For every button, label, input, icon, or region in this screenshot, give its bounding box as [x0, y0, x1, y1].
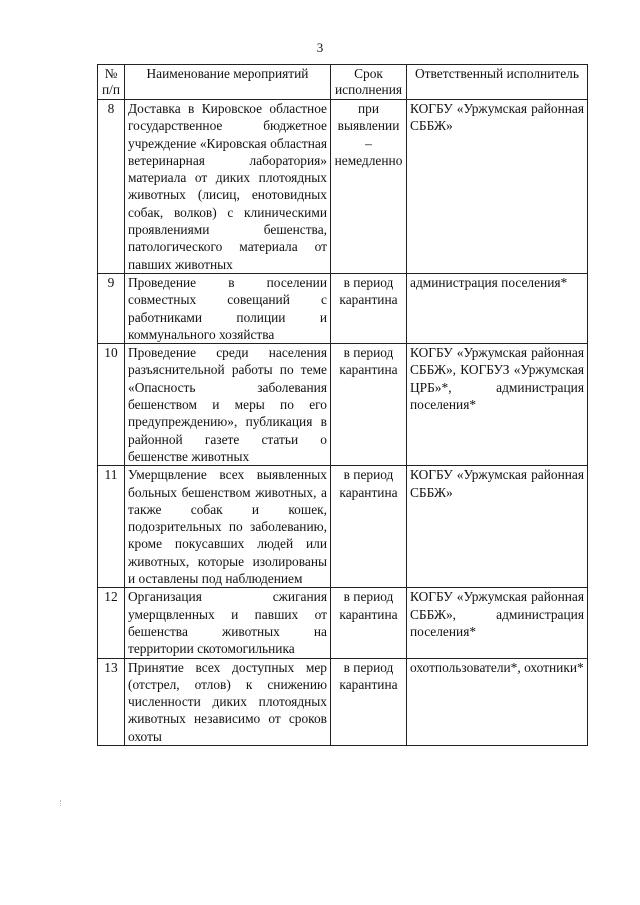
row-number: 11 [98, 466, 125, 588]
row-number: 12 [98, 588, 125, 658]
page-number: 3 [316, 40, 324, 55]
table-header [98, 65, 588, 100]
measure-name: Организация сжигания умерщвленных и павших от бешенства животных на территории скотомогильника [125, 588, 331, 658]
measure-responsible: КОГБУ «Уржумская районная СББЖ» [407, 466, 588, 588]
row-number: 8 [98, 100, 125, 274]
measure-name: Принятие всех доступных мер (отстрел, отлов) к снижению численности диких плотоядных животных независимо от сроков охоты [125, 658, 331, 745]
scan-mark [60, 800, 63, 806]
measure-responsible: КОГБУ «Уржумская районная СББЖ», администрация поселения* [407, 588, 588, 658]
table-row [98, 588, 588, 658]
header-term: Срок исполнения [331, 65, 407, 100]
table-row [98, 100, 588, 274]
measure-responsible: КОГБУ «Уржумская районная СББЖ» [407, 100, 588, 274]
measure-responsible: администрация поселения* [407, 273, 588, 343]
measure-term: в период карантина [331, 588, 407, 658]
header-responsible: Ответственный исполнитель [407, 65, 588, 100]
table-row [98, 466, 588, 588]
measure-name: Умерщвление всех выявленных больных бешенством животных, а также собак и кошек, подозрительных по заболеванию, кроме покусавших людей или животных, которые изолированы и оставлены под наблюдением [125, 466, 331, 588]
measure-name: Доставка в Кировское областное государственное бюджетное учреждение «Кировская областная ветеринарная лаборатория» материала от диких плотоядных животных (лисиц, енотовидных собак, волков) с клиническими проявлениями бешенства, патологического материала от павших животных [125, 100, 331, 274]
table-body [98, 100, 588, 746]
row-number: 9 [98, 273, 125, 343]
measure-term: в период карантина [331, 273, 407, 343]
header-number: № п/п [98, 65, 125, 100]
table-row [98, 344, 588, 466]
table-row [98, 273, 588, 343]
measure-responsible: КОГБУ «Уржумская районная СББЖ», КОГБУЗ «Уржумская ЦРБ»*, администрация поселения* [407, 344, 588, 466]
row-number: 13 [98, 658, 125, 745]
measure-term: при выявлении – немедленно [331, 100, 407, 274]
measures-table [97, 64, 588, 746]
measure-responsible: охотпользователи*, охотники* [407, 658, 588, 745]
measure-term: в период карантина [331, 344, 407, 466]
table-row [98, 658, 588, 745]
measure-name: Проведение среди населения разъяснительной работы по теме «Опасность заболевания бешенством и меры по его предупреждению», публикация в районной газете статьи о бешенстве животных [125, 344, 331, 466]
measure-term: в период карантина [331, 466, 407, 588]
header-measure-name: Наименование мероприятий [125, 65, 331, 100]
measure-name: Проведение в поселении совместных совещаний с работниками полиции и коммунального хозяйства [125, 273, 331, 343]
header-row [98, 65, 588, 100]
measure-term: в период карантина [331, 658, 407, 745]
row-number: 10 [98, 344, 125, 466]
